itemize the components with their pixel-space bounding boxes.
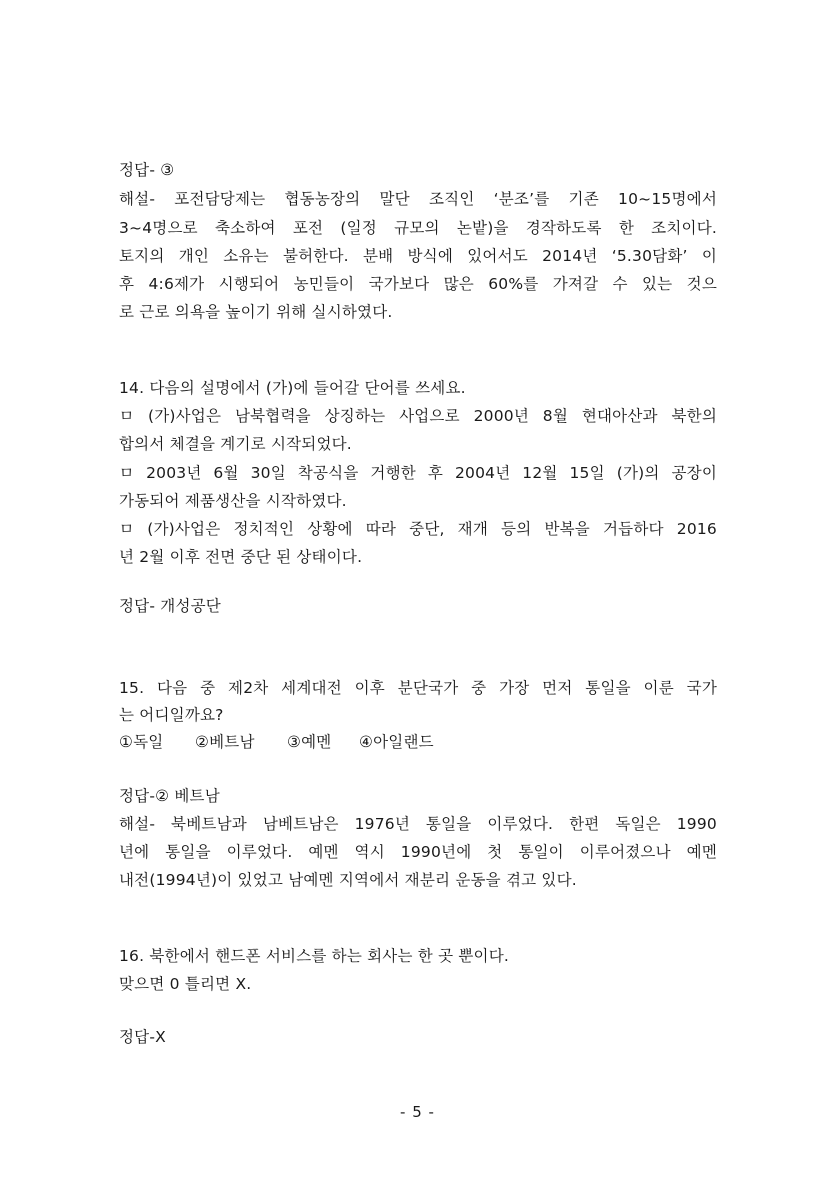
q16-question: 16. 북한에서 핸드폰 서비스를 하는 회사는 한 곳 뿐이다. [119,947,510,965]
q15-explanation-line-2: 년에 통일을 이루었다. 예멘 역시 1990년에 첫 통일이 이루어졌으나 예멘 [119,843,717,861]
q13-explanation-line-5: 로 근로 의욕을 높이기 위해 실시하였다. [119,303,393,321]
q14-answer: 정답- 개성공단 [119,597,221,615]
q14-bullet-line-4: 가동되어 제품생산을 시작하였다. [119,492,347,510]
q15-choice-1: ①독일 [119,733,164,751]
q15-choice-3: ③예멘 [287,733,332,751]
q15-explanation-line-1: 해설- 북베트남과 남베트남은 1976년 통일을 이루었다. 한편 독일은 1990 [119,815,717,833]
q15-explanation-line-3: 내전(1994년)이 있었고 남예멘 지역에서 재분리 운동을 겪고 있다. [119,871,577,889]
q13-explanation-line-2: 3~4명으로 축소하여 포전 (일정 규모의 논밭)을 경작하도록 한 조치이다. [119,219,717,237]
q14-question: 14. 다음의 설명에서 (가)에 들어갈 단어를 쓰세요. [119,379,466,397]
q15-choice-2: ②베트남 [195,733,255,751]
q14-bullet-line-3: ㅁ 2003년 6월 30일 착공식을 거행한 후 2004년 12월 15일 (가)의 공장이 [119,464,717,482]
q15-question-line-1: 15. 다음 중 제2차 세계대전 이후 분단국가 중 가장 먼저 통일을 이룬 국가 [119,679,717,697]
q15-choice-4: ④아일랜드 [359,733,434,751]
q15-choices [119,732,434,752]
q13-explanation-line-4: 후 4:6제가 시행되어 농민들이 국가보다 많은 60%를 가져갈 수 있는 것으 [119,275,717,293]
q13-explanation-line-1: 해설- 포전담당제는 협동농장의 말단 조직인 ‘분조’를 기존 10~15명에서 [119,190,717,208]
q15-question-line-2: 는 어디일까요? [119,706,224,724]
q14-bullet-line-1: ㅁ (가)사업은 남북협력을 상징하는 사업으로 2000년 8월 현대아산과 북한의 [119,407,717,425]
q13-explanation-line-3: 토지의 개인 소유는 불허한다. 분배 방식에 있어서도 2014년 ‘5.30담화’ 이 [119,247,717,265]
page-number: - 5 - [400,1103,435,1121]
q13-answer: 정답- ③ [119,161,175,179]
q16-answer: 정답-X [119,1028,166,1046]
q15-answer: 정답-② 베트남 [119,787,220,805]
q14-bullet-line-2: 합의서 체결을 계기로 시작되었다. [119,435,352,453]
q16-instruction: 맞으면 0 틀리면 X. [119,975,252,993]
q14-bullet-line-5: ㅁ (가)사업은 정치적인 상황에 따라 중단, 재개 등의 반복을 거듭하다 2016 [119,520,717,538]
q14-bullet-line-6: 년 2월 이후 전면 중단 된 상태이다. [119,548,363,566]
